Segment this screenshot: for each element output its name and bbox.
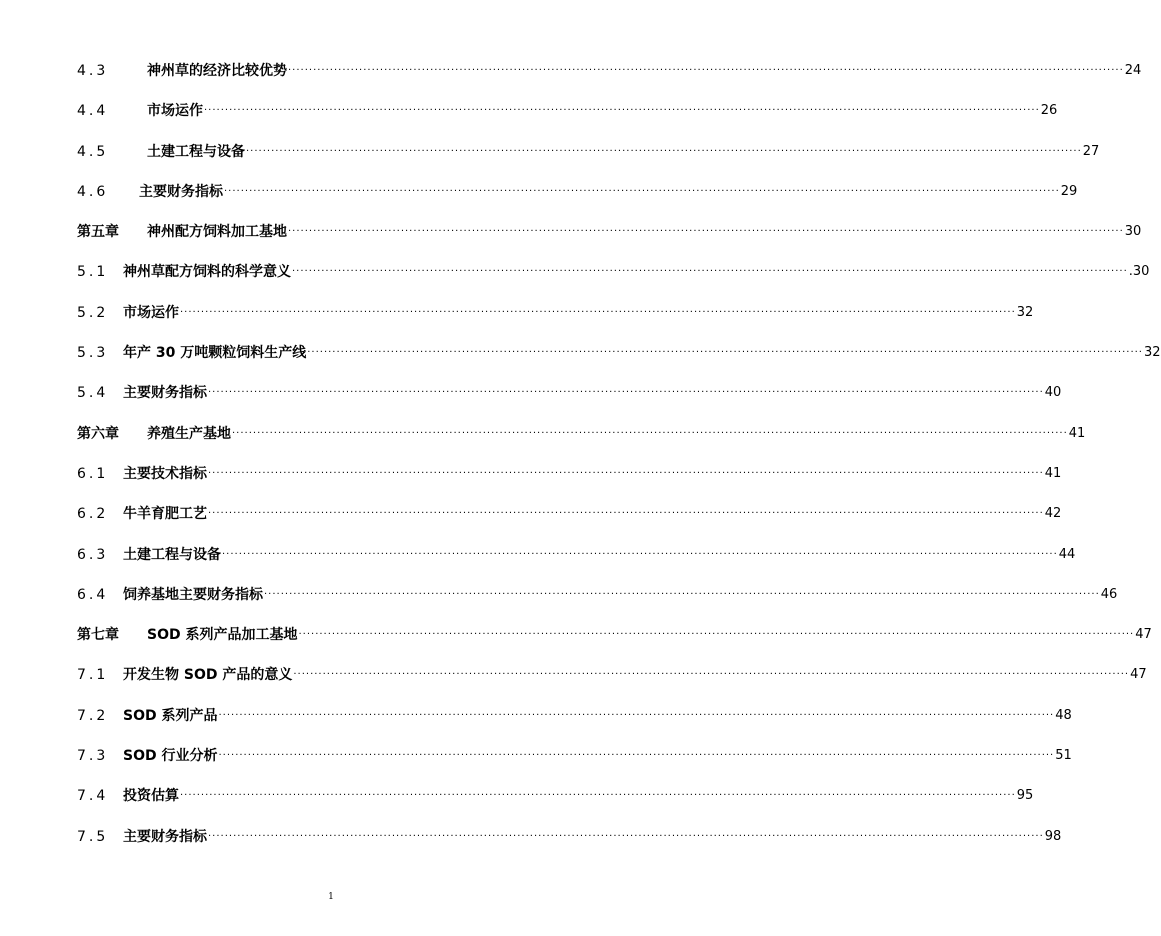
toc-entry-title: SOD 系列产品加工基地: [147, 627, 298, 644]
toc-entry[interactable]: [77, 101, 1058, 141]
toc-dot-leader: ········································································································································································································: [218, 709, 1055, 721]
toc-entry-number: 6.4: [77, 586, 109, 603]
toc-entry-number: 4.3: [77, 63, 109, 79]
toc-entry-number: 第六章: [77, 425, 119, 442]
toc-dot-leader: ········································································································································································································: [292, 266, 1128, 278]
toc-entry[interactable]: [77, 383, 1062, 423]
toc-entry[interactable]: [77, 303, 1034, 343]
toc-entry-number: 6.1: [77, 465, 109, 482]
toc-dot-leader: ········································································································································································································: [288, 65, 1124, 76]
toc-entry-title: 投资估算: [123, 788, 179, 805]
toc-entry[interactable]: [77, 343, 1161, 383]
toc-entry-page: 41: [1068, 425, 1086, 441]
toc-entry-page: 29: [1060, 183, 1078, 199]
toc-entry[interactable]: [77, 142, 1100, 182]
toc-entry[interactable]: [77, 545, 1076, 585]
toc-dot-leader: ········································································································································································································: [180, 306, 1016, 318]
toc-dot-leader: ········································································································································································································: [180, 790, 1016, 802]
toc-entry[interactable]: [77, 262, 1150, 302]
toc-entry-title: 神州草的经济比较优势: [147, 63, 287, 79]
toc-dot-leader: ········································································································································································································: [208, 508, 1044, 520]
toc-entry-page: 44: [1058, 546, 1076, 562]
toc-dot-leader: ········································································································································································································: [208, 387, 1044, 399]
toc-dot-leader: ········································································································································································································: [218, 750, 1055, 762]
toc-entry-title: 市场运作: [123, 304, 179, 321]
toc-entry-number: 4.4: [77, 103, 109, 120]
toc-entry-number: 5.3: [77, 345, 109, 362]
toc-entry[interactable]: [77, 827, 1062, 867]
toc-entry[interactable]: [77, 222, 1142, 262]
toc-entry-page: 32: [1143, 345, 1161, 361]
toc-entry-number: 5.1: [77, 264, 109, 281]
toc-entry-title: 主要财务指标: [139, 183, 223, 200]
toc-entry-number: 4.6: [77, 183, 109, 200]
toc-dot-leader: ········································································································································································································: [208, 830, 1044, 842]
toc-entry-page: 42: [1044, 506, 1062, 522]
toc-entry-title: 土建工程与设备: [147, 143, 245, 160]
toc-entry-number: 7.3: [77, 748, 109, 765]
toc-entry-page: 48: [1055, 707, 1072, 723]
toc-entry-page: 51: [1055, 748, 1072, 764]
toc-entry[interactable]: [77, 182, 1078, 222]
toc-dot-leader: ········································································································································································································: [208, 467, 1044, 479]
toc-entry-page: 41: [1044, 465, 1062, 481]
toc-entry-title: SOD 系列产品: [123, 707, 218, 724]
toc-entry-page: 32: [1016, 304, 1034, 320]
toc-dot-leader: ········································································································································································································: [224, 185, 1060, 197]
toc-entry-title: 饲养基地主要财务指标: [123, 586, 263, 603]
toc-dot-leader: ········································································································································································································: [298, 629, 1135, 641]
toc-entry-number: 7.5: [77, 828, 109, 845]
toc-entry-page: 40: [1044, 385, 1062, 401]
toc-entry[interactable]: [77, 504, 1062, 544]
toc-entry-page: 30: [1124, 224, 1142, 240]
toc-entry-title: 养殖生产基地: [147, 425, 231, 442]
toc-entry-page: 24: [1124, 63, 1142, 78]
toc-entry-title: 主要财务指标: [123, 385, 207, 402]
toc-entry-title: 市场运作: [147, 103, 203, 120]
toc-entry[interactable]: [77, 625, 1152, 665]
toc-entry-number: 第五章: [77, 224, 119, 241]
toc-entry[interactable]: [77, 585, 1118, 625]
toc-entry-number: 5.4: [77, 385, 109, 402]
toc-dot-leader: ········································································································································································································: [246, 145, 1082, 157]
toc-entry[interactable]: [77, 61, 1142, 101]
toc-entry-number: 6.3: [77, 546, 109, 563]
toc-entry-number: 4.5: [77, 143, 109, 160]
toc-entry-number: 第七章: [77, 627, 119, 644]
toc-entry-page: 27: [1082, 143, 1100, 159]
toc-entry-title: 开发生物 SOD 产品的意义: [123, 667, 293, 684]
toc-dot-leader: ········································································································································································································: [222, 548, 1058, 560]
toc-entry-page: 46: [1100, 586, 1118, 602]
toc-entry[interactable]: [77, 786, 1034, 826]
toc-entry-page: 26: [1040, 103, 1058, 119]
toc-entry-number: 6.2: [77, 506, 109, 523]
toc-entry[interactable]: [77, 464, 1062, 504]
toc-dot-leader: ········································································································································································································: [204, 105, 1040, 117]
toc-entry-page: 95: [1016, 788, 1034, 804]
toc-dot-leader: ········································································································································································································: [293, 669, 1130, 681]
page-number: 1: [328, 892, 334, 902]
toc-entry[interactable]: [77, 665, 1147, 705]
toc-entry-title: 主要技术指标: [123, 465, 207, 482]
toc-entry[interactable]: [77, 424, 1086, 464]
toc-entry-page: 47: [1130, 667, 1147, 683]
toc-entry-number: 7.2: [77, 707, 109, 724]
toc-dot-leader: ········································································································································································································: [307, 347, 1143, 359]
toc-entry-title: SOD 行业分析: [123, 748, 218, 765]
toc-entry-title: 牛羊育肥工艺: [123, 506, 207, 523]
toc-entry-title: 土建工程与设备: [123, 546, 221, 563]
toc-entry-page: .30: [1128, 264, 1150, 280]
toc-entry-page: 47: [1135, 627, 1152, 643]
toc-dot-leader: ········································································································································································································: [232, 427, 1068, 439]
toc-dot-leader: ········································································································································································································: [288, 226, 1124, 238]
toc-entry-number: 5.2: [77, 304, 109, 321]
toc-entry-title: 神州配方饲料加工基地: [147, 224, 287, 241]
toc-dot-leader: ········································································································································································································: [264, 588, 1100, 600]
toc-entry[interactable]: [77, 706, 1072, 746]
toc-entry-title: 神州草配方饲料的科学意义: [123, 264, 291, 281]
table-of-contents: [77, 61, 1161, 867]
toc-entry-title: 年产 30 万吨颗粒饲料生产线: [123, 345, 307, 362]
toc-entry[interactable]: [77, 746, 1072, 786]
toc-entry-page: 98: [1044, 828, 1062, 844]
toc-entry-number: 7.4: [77, 788, 109, 805]
toc-entry-title: 主要财务指标: [123, 828, 207, 845]
toc-entry-number: 7.1: [77, 667, 109, 684]
